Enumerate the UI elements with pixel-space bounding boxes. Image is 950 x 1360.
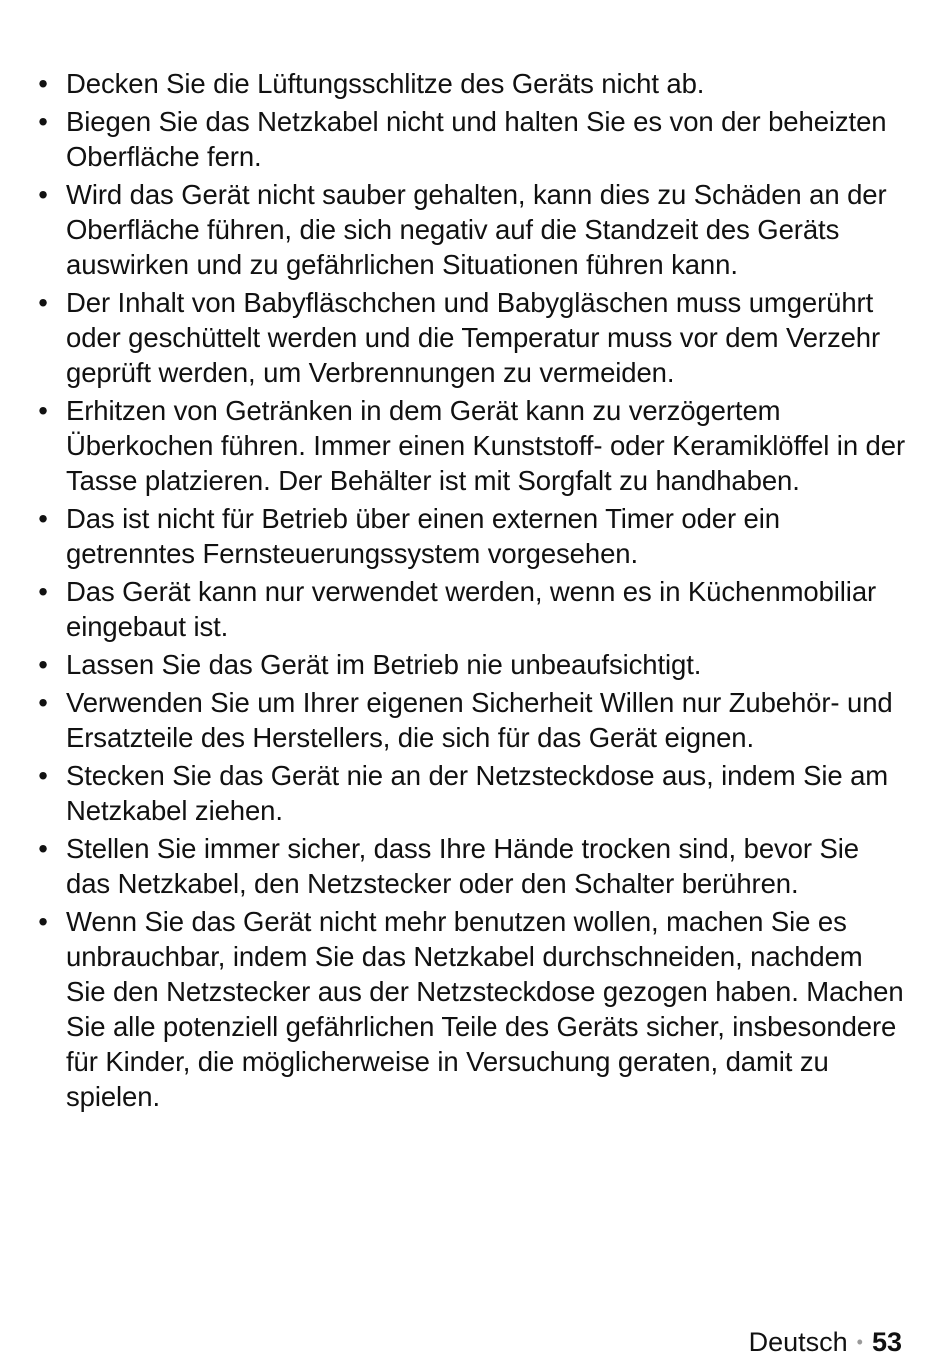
list-item: [36, 904, 906, 1114]
list-item: [36, 501, 906, 571]
bullet-icon: •: [38, 503, 48, 534]
page-number: 53: [871, 1327, 902, 1357]
list-item-text: Wenn Sie das Gerät nicht mehr benutzen wollen, machen Sie es unbrauchbar, indem Sie das Netzkabel durchschneiden, nachdem Sie den Netzstecker aus der Netzsteckdose gezogen haben. Machen Sie alle potenziell gefährlichen Teile des Geräts sicher, insbesondere für Kinder, die möglicherweise in Versuchung geraten, damit zu spielen.: [66, 906, 904, 1112]
bullet-icon: •: [38, 760, 48, 791]
footer-language: Deutsch: [748, 1327, 848, 1357]
list-item-text: Decken Sie die Lüftungsschlitze des Geräts nicht ab.: [66, 68, 705, 99]
list-item: [36, 685, 906, 755]
page-footer: [749, 1324, 902, 1360]
list-item-text: Stellen Sie immer sicher, dass Ihre Hände trocken sind, bevor Sie das Netzkabel, den Netzstecker oder den Schalter berühren.: [66, 833, 859, 899]
bullet-icon: •: [38, 179, 48, 210]
bullet-icon: •: [38, 68, 48, 99]
list-item: [36, 285, 906, 390]
bullet-icon: •: [38, 287, 48, 318]
list-item: [36, 647, 906, 682]
list-item-text: Das Gerät kann nur verwendet werden, wenn es in Küchenmobiliar eingebaut ist.: [66, 576, 877, 642]
safety-instructions-list: [36, 66, 906, 1117]
list-item: [36, 177, 906, 282]
bullet-icon: •: [38, 906, 48, 937]
footer-separator-icon: •: [856, 1332, 863, 1352]
list-item: [36, 574, 906, 644]
list-item-text: Stecken Sie das Gerät nie an der Netzsteckdose aus, indem Sie am Netzkabel ziehen.: [66, 760, 889, 826]
bullet-icon: •: [38, 687, 48, 718]
list-item-text: Das ist nicht für Betrieb über einen externen Timer oder ein getrenntes Fernsteuerungssystem vorgesehen.: [66, 503, 780, 569]
bullet-icon: •: [38, 833, 48, 864]
bullet-icon: •: [38, 576, 48, 607]
list-item: [36, 758, 906, 828]
bullet-icon: •: [38, 649, 48, 680]
bullet-icon: •: [38, 106, 48, 137]
list-item: [36, 831, 906, 901]
list-item-text: Verwenden Sie um Ihrer eigenen Sicherheit Willen nur Zubehör- und Ersatzteile des Herstellers, die sich für das Gerät eignen.: [66, 687, 893, 753]
list-item: [36, 393, 906, 498]
list-item-text: Lassen Sie das Gerät im Betrieb nie unbeaufsichtigt.: [66, 649, 702, 680]
list-item-text: Wird das Gerät nicht sauber gehalten, kann dies zu Schäden an der Oberfläche führen, die sich negativ auf die Standzeit des Geräts auswirken und zu gefährlichen Situationen führen kann.: [66, 179, 887, 280]
list-item-text: Der Inhalt von Babyfläschchen und Babygläschen muss umgerührt oder geschüttelt werden und die Temperatur muss vor dem Verzehr geprüft werden, um Verbrennungen zu vermeiden.: [66, 287, 881, 388]
list-item-text: Erhitzen von Getränken in dem Gerät kann zu verzögertem Überkochen führen. Immer einen Kunststoff- oder Keramiklöffel in der Tasse platzieren. Der Behälter ist mit Sorgfalt zu handhaben.: [66, 395, 906, 496]
list-item-text: Biegen Sie das Netzkabel nicht und halten Sie es von der beheizten Oberfläche fern.: [66, 106, 887, 172]
list-item: [36, 104, 906, 174]
list-item: [36, 66, 906, 101]
bullet-icon: •: [38, 395, 48, 426]
